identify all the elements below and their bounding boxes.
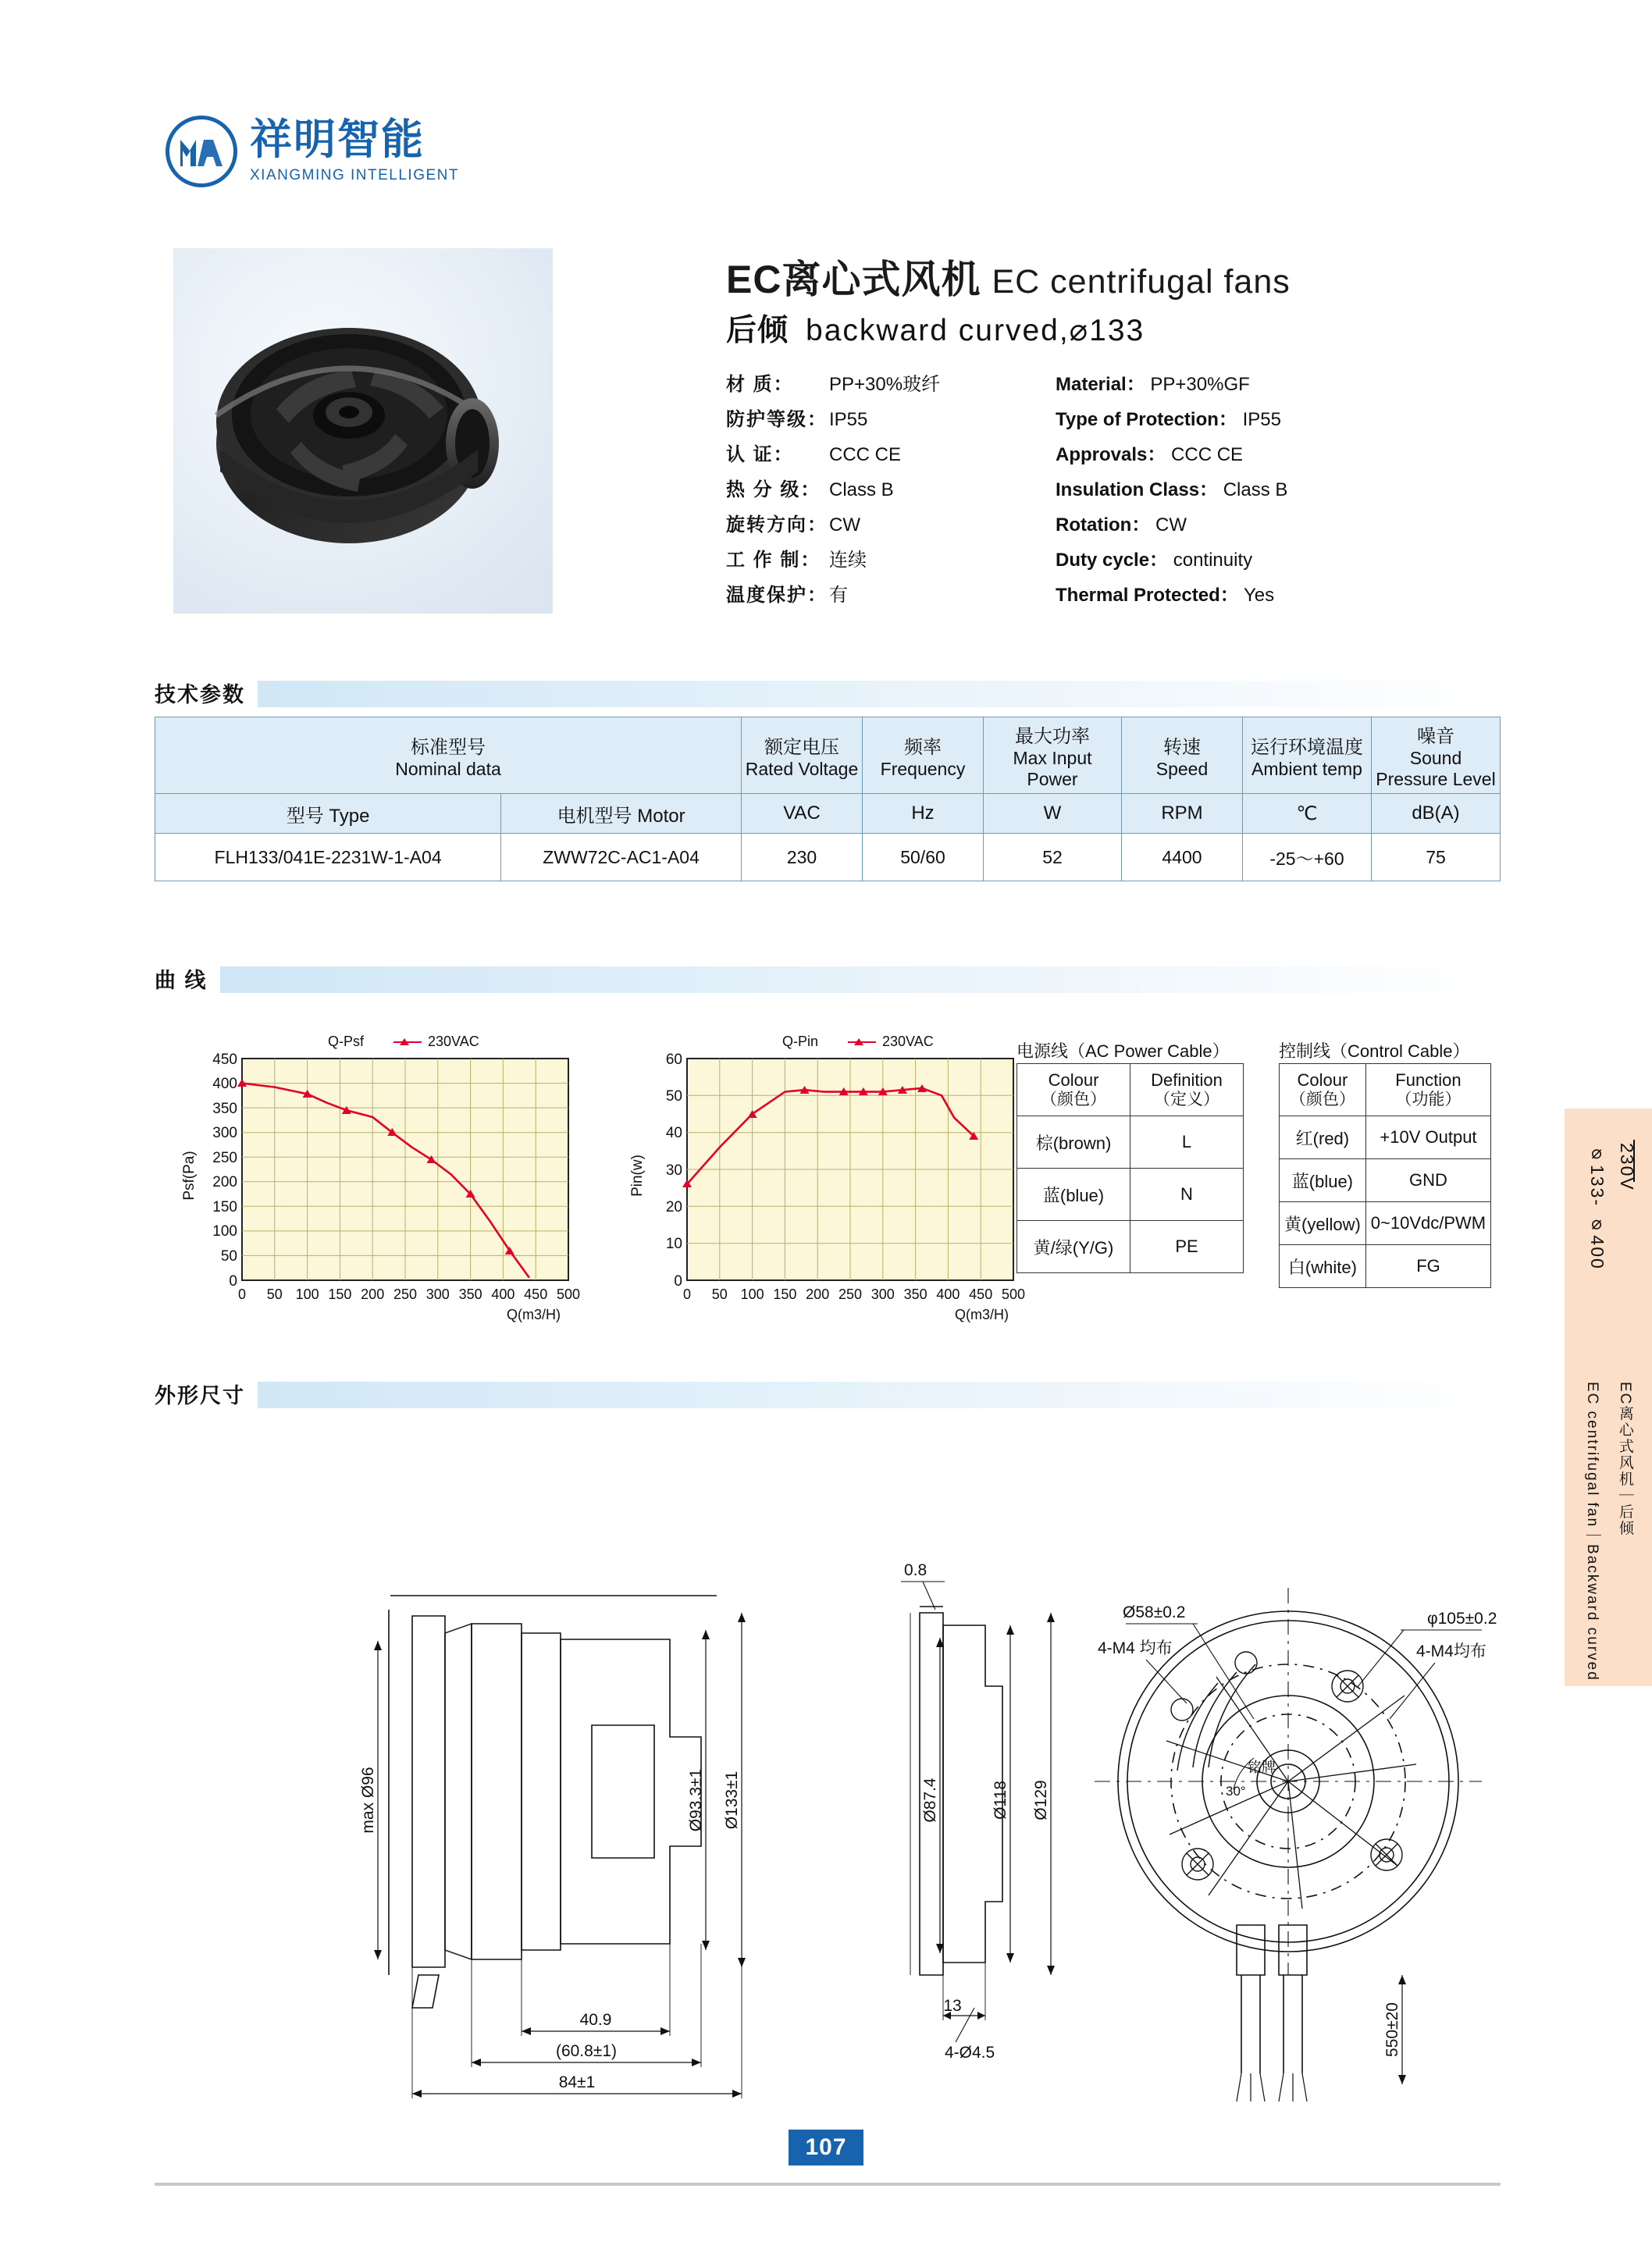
header-definition: Definition （定义） xyxy=(1130,1064,1244,1116)
spec-row-duty-cn: 工 作 制： 连续 xyxy=(726,550,867,571)
unit-speed: RPM xyxy=(1122,794,1243,834)
cell-frequency: 50/60 xyxy=(863,834,984,881)
brand-logo xyxy=(166,116,459,187)
header-function: Function （功能） xyxy=(1365,1064,1490,1116)
svg-text:Q(m3/H): Q(m3/H) xyxy=(507,1307,561,1322)
svg-text:300: 300 xyxy=(425,1286,450,1302)
svg-text:50: 50 xyxy=(665,1088,682,1105)
cell-colour-blue: 蓝(blue) xyxy=(1280,1159,1366,1202)
spec-list-en xyxy=(1056,367,1287,613)
svg-text:Q-Pin: Q-Pin xyxy=(781,1034,819,1049)
cell-colour-yellow-green: 黄/绿(Y/G) xyxy=(1017,1221,1130,1273)
section-title-tech: 技术参数 xyxy=(155,678,258,708)
svg-text:350: 350 xyxy=(458,1286,482,1302)
cell-motor: ZWW72C-AC1-A04 xyxy=(501,834,742,881)
cell-definition-pe: PE xyxy=(1130,1221,1244,1273)
page-number: 107 xyxy=(789,2130,863,2165)
spec-row-thermal-cn: 温度保护：有 xyxy=(726,585,848,606)
dim-len13: 13 xyxy=(943,1997,962,2015)
dim-d58: Ø58±0.2 xyxy=(1123,1603,1186,1621)
tech-spec-table xyxy=(155,717,1501,881)
spec-row-insulation-cn: 热 分 级： Class B xyxy=(726,479,894,500)
svg-text:250: 250 xyxy=(393,1286,418,1302)
svg-text:250: 250 xyxy=(838,1286,863,1302)
dim-max96: max Ø96 xyxy=(359,1767,377,1834)
spec-row-protection-cn: 防护等级：IP55 xyxy=(726,409,868,430)
svg-text:Q-Psf: Q-Psf xyxy=(327,1034,365,1049)
svg-text:450: 450 xyxy=(524,1286,548,1302)
svg-text:150: 150 xyxy=(328,1286,352,1302)
spec-row-thermal-en: Thermal Protected： Yes xyxy=(1056,585,1275,606)
svg-text:230VAC: 230VAC xyxy=(428,1034,479,1049)
svg-text:450: 450 xyxy=(212,1052,237,1068)
section-header-tech xyxy=(155,681,1501,707)
subtitle-en: backward curved,⌀133 xyxy=(806,314,1145,347)
page-title xyxy=(726,248,1291,304)
dim-d129: Ø129 xyxy=(1032,1780,1050,1820)
header-frequency: 频率 Frequency xyxy=(863,717,984,794)
header-nominal-data: 标准型号 Nominal data xyxy=(155,717,742,794)
product-photo xyxy=(173,248,553,614)
label-m4a: 4-M4 均布 xyxy=(1098,1639,1173,1657)
header-colour: Colour （颜色） xyxy=(1280,1064,1366,1116)
section-bar xyxy=(155,681,1501,707)
svg-text:10: 10 xyxy=(665,1236,682,1252)
label-m4b: 4-M4均布 xyxy=(1416,1642,1486,1660)
svg-text:100: 100 xyxy=(212,1223,237,1240)
svg-text:0: 0 xyxy=(674,1273,682,1290)
cell-colour-blue: 蓝(blue) xyxy=(1017,1169,1130,1221)
power-cable-title: 电源线（AC Power Cable） xyxy=(1016,1041,1230,1061)
section-title-dimension: 外形尺寸 xyxy=(155,1379,258,1409)
svg-text:30: 30 xyxy=(665,1162,682,1179)
side-tab-diameter: ⌀133- ⌀400 xyxy=(1587,1143,1607,1270)
table-row xyxy=(1280,1202,1491,1245)
spec-row-material-cn: 材 质： PP+30%玻纤 xyxy=(726,374,941,395)
header-speed: 转速 Speed xyxy=(1122,717,1243,794)
header-colour: Colour （颜色） xyxy=(1017,1064,1130,1116)
svg-text:50: 50 xyxy=(711,1286,728,1302)
side-index-tab xyxy=(1565,1109,1652,1686)
control-cable-table xyxy=(1279,1063,1491,1288)
spec-row-duty-en: Duty cycle： continuity xyxy=(1056,550,1253,571)
section-header-dimension xyxy=(155,1382,1501,1408)
cell-speed: 4400 xyxy=(1122,834,1243,881)
cell-colour-yellow: 黄(yellow) xyxy=(1280,1202,1366,1245)
cell-definition-l: L xyxy=(1130,1116,1244,1169)
cell-colour-brown: 棕(brown) xyxy=(1017,1116,1130,1169)
section-bar xyxy=(155,966,1501,993)
cell-colour-red: 红(red) xyxy=(1280,1116,1366,1159)
section-title-curve: 曲 线 xyxy=(155,963,220,994)
dim-hole45: 4-Ø4.5 xyxy=(945,2044,995,2062)
dim-d118: Ø118 xyxy=(992,1781,1009,1820)
table-row xyxy=(1280,1159,1491,1202)
svg-text:50: 50 xyxy=(220,1248,237,1265)
svg-text:450: 450 xyxy=(969,1286,993,1302)
label-nameplate: 铭牌 xyxy=(1248,1760,1276,1775)
svg-text:100: 100 xyxy=(295,1286,319,1302)
dim-t08: 0.8 xyxy=(904,1561,927,1579)
unit-noise: dB(A) xyxy=(1372,794,1501,834)
cell-power: 52 xyxy=(984,834,1122,881)
table-header-row xyxy=(155,717,1501,794)
svg-text:350: 350 xyxy=(903,1286,927,1302)
dim-d87: Ø87.4 xyxy=(921,1778,939,1823)
svg-text:60: 60 xyxy=(665,1052,682,1068)
title-cn: EC离心式风机 xyxy=(726,258,981,301)
table-row xyxy=(1017,1169,1244,1221)
brand-name-en: XIANGMING INTELLIGENT xyxy=(250,167,459,183)
svg-text:50: 50 xyxy=(266,1286,283,1302)
cell-noise: 75 xyxy=(1372,834,1501,881)
table-subheader-row xyxy=(155,794,1501,834)
svg-text:500: 500 xyxy=(556,1286,581,1302)
dimension-drawings xyxy=(155,1429,1501,2116)
svg-text:Pin(w): Pin(w) xyxy=(629,1155,646,1197)
header-sound-pressure: 噪音 Sound Pressure Level xyxy=(1372,717,1501,794)
svg-text:150: 150 xyxy=(773,1286,797,1302)
cell-voltage: 230 xyxy=(742,834,863,881)
unit-voltage: VAC xyxy=(742,794,863,834)
svg-text:150: 150 xyxy=(212,1199,237,1215)
subheader-type: 型号 Type xyxy=(155,794,501,834)
spec-row-insulation-en: Insulation Class： Class B xyxy=(1056,479,1288,500)
svg-text:Q(m3/H): Q(m3/H) xyxy=(955,1307,1009,1322)
svg-text:0: 0 xyxy=(682,1286,692,1302)
svg-text:300: 300 xyxy=(871,1286,895,1302)
chart-q-psf xyxy=(170,1023,607,1339)
side-tab-label-en: EC centrifugal fan｜Backward curved xyxy=(1583,1382,1600,1682)
header-ambient-temp: 运行环境温度 Ambient temp xyxy=(1243,717,1372,794)
section-header-curve xyxy=(155,966,1501,993)
unit-ambient: ℃ xyxy=(1243,794,1372,834)
dim-cable-len: 550±20 xyxy=(1383,2002,1401,2057)
table-header-row xyxy=(1280,1064,1491,1116)
dim-d133: Ø133±1 xyxy=(723,1770,741,1830)
side-tab-label-cn: EC离心式风机｜后倾 xyxy=(1616,1382,1633,1537)
svg-text:350: 350 xyxy=(212,1101,237,1117)
brand-name-cn: 祥明智能 xyxy=(250,116,425,163)
table-row xyxy=(1280,1116,1491,1159)
svg-text:200: 200 xyxy=(361,1286,385,1302)
svg-text:400: 400 xyxy=(491,1286,515,1302)
power-cable-table xyxy=(1016,1063,1244,1273)
cell-definition-n: N xyxy=(1130,1169,1244,1221)
section-bar xyxy=(155,1382,1501,1408)
svg-text:0: 0 xyxy=(229,1273,237,1290)
spec-row-approvals-cn: 认 证： CCC CE xyxy=(726,444,902,465)
spec-row-rotation-en: Rotation： CW xyxy=(1056,514,1187,536)
footer-divider xyxy=(155,2183,1501,2186)
svg-text:0: 0 xyxy=(237,1286,247,1302)
unit-power: W xyxy=(984,794,1122,834)
chart-q-pin xyxy=(625,1023,1046,1339)
cell-function-10v: +10V Output xyxy=(1365,1116,1490,1159)
svg-text:300: 300 xyxy=(212,1125,237,1141)
svg-text:100: 100 xyxy=(740,1286,764,1302)
svg-text:250: 250 xyxy=(212,1150,237,1166)
header-max-input-power: 最大功率 Max Input Power xyxy=(984,717,1122,794)
spec-row-approvals-en: Approvals： CCC CE xyxy=(1056,444,1244,465)
spec-list-cn xyxy=(726,367,940,613)
svg-text:20: 20 xyxy=(665,1199,682,1215)
cell-function-fg: FG xyxy=(1365,1245,1490,1288)
svg-text:200: 200 xyxy=(806,1286,830,1302)
svg-text:Psf(Pa): Psf(Pa) xyxy=(181,1151,198,1201)
dim-d105: φ105±0.2 xyxy=(1427,1610,1497,1628)
logo-mark-icon xyxy=(166,116,237,187)
dim-len84: 84±1 xyxy=(558,2073,596,2091)
cell-function-pwm: 0~10Vdc/PWM xyxy=(1365,1202,1490,1245)
svg-text:500: 500 xyxy=(1001,1286,1026,1302)
table-row xyxy=(1280,1245,1491,1288)
table-row xyxy=(1017,1221,1244,1273)
dim-d93: Ø93.3±1 xyxy=(687,1768,705,1832)
cell-ambient: -25～+60 xyxy=(1243,834,1372,881)
spec-row-rotation-cn: 旋转方向：CW xyxy=(726,514,860,536)
label-angle: 30° xyxy=(1226,1784,1246,1799)
unit-frequency: Hz xyxy=(863,794,984,834)
subheader-motor: 电机型号 Motor xyxy=(501,794,742,834)
svg-text:200: 200 xyxy=(212,1174,237,1190)
dim-len40: 40.9 xyxy=(579,2011,612,2029)
cell-colour-white: 白(white) xyxy=(1280,1245,1366,1288)
svg-text:230VAC: 230VAC xyxy=(882,1034,934,1049)
side-tab-voltage: 230V xyxy=(1617,1143,1637,1191)
dim-len60: (60.8±1) xyxy=(555,2042,618,2060)
subtitle-cn: 后倾 xyxy=(726,314,789,347)
table-header-row xyxy=(1017,1064,1244,1116)
svg-text:40: 40 xyxy=(665,1125,682,1141)
control-cable-title: 控制线（Control Cable） xyxy=(1279,1041,1470,1061)
spec-row-material-en: Material： PP+30%GF xyxy=(1056,374,1250,395)
svg-text:400: 400 xyxy=(212,1076,237,1092)
cell-type: FLH133/041E-2231W-1-A04 xyxy=(155,834,501,881)
page-subtitle xyxy=(726,306,1145,350)
header-rated-voltage: 额定电压 Rated Voltage xyxy=(742,717,863,794)
svg-text:400: 400 xyxy=(936,1286,960,1302)
cell-function-gnd: GND xyxy=(1365,1159,1490,1202)
spec-row-protection-en: Type of Protection： IP55 xyxy=(1056,409,1281,430)
table-row xyxy=(1017,1116,1244,1169)
title-en: EC centrifugal fans xyxy=(992,263,1291,301)
table-row xyxy=(155,834,1501,881)
